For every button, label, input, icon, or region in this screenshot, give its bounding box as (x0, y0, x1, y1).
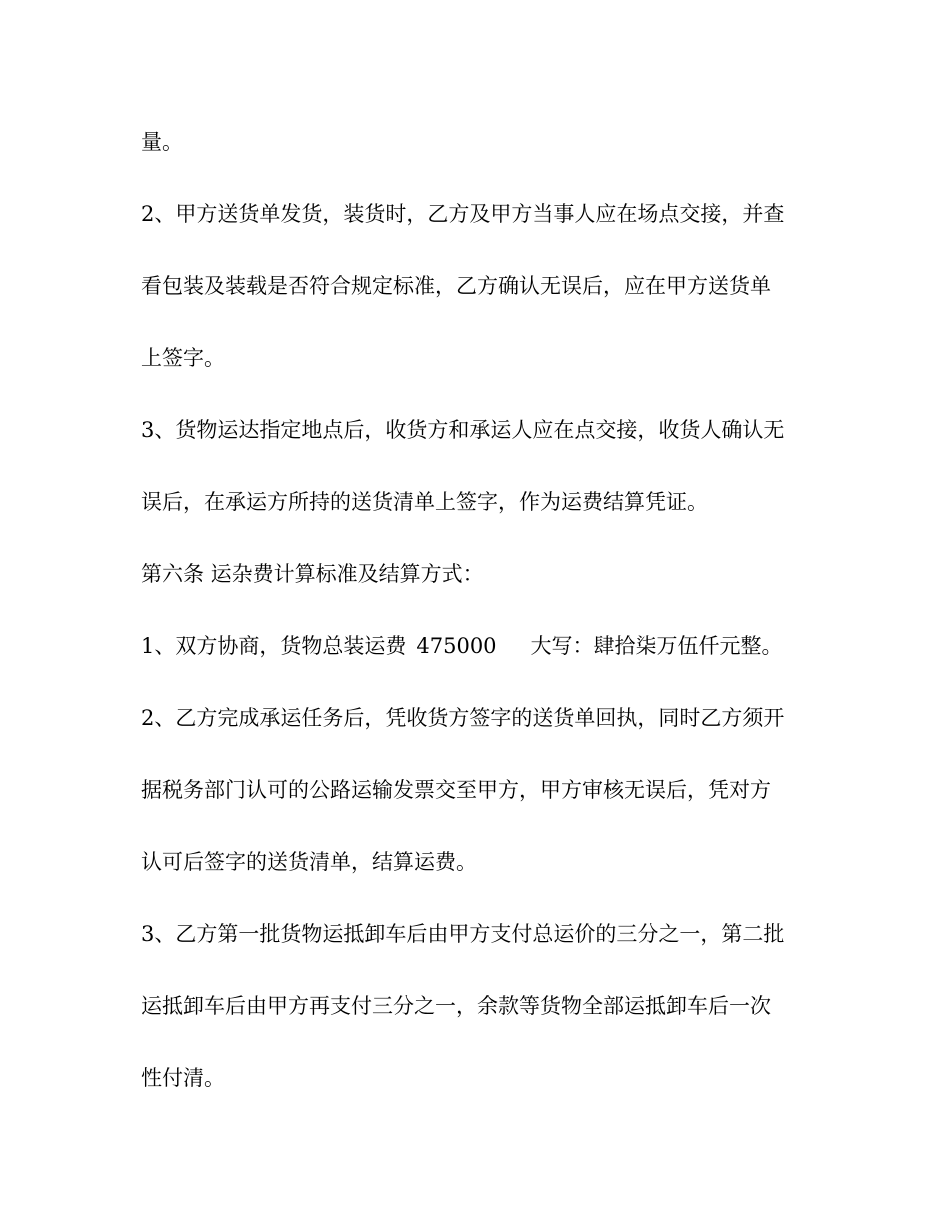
text-line-12: 3、乙方第一批货物运抵卸车后由甲方支付总运价的三分之一，第二批 (141, 922, 785, 946)
fee-amount-capital: 大写：肆拾柒万伍仟元整。 (530, 634, 783, 658)
text-line-2: 2、甲方送货单发货，装货时，乙方及甲方当事人应在场点交接，并查 (141, 202, 785, 226)
text-line-9: 2、乙方完成承运任务后，凭收货方签字的送货单回执，同时乙方须开 (141, 706, 785, 730)
text-line-10: 据税务部门认可的公路运输发票交至甲方，甲方审核无误后，凭对方 (141, 778, 771, 802)
fee-line-prefix: 1、双方协商，货物总装运费 (141, 634, 407, 658)
text-line-13: 运抵卸车后由甲方再支付三分之一，余款等货物全部运抵卸车后一次 (141, 994, 771, 1018)
fee-amount: 475000 (416, 634, 497, 658)
text-line-14: 性付清。 (141, 1066, 225, 1090)
text-line-1: 量。 (141, 130, 183, 154)
text-line-6: 误后，在承运方所持的送货清单上签字，作为运费结算凭证。 (141, 490, 708, 514)
text-line-4: 上签字。 (141, 346, 225, 370)
fee-line (141, 631, 821, 661)
section-heading-article-6: 第六条 运杂费计算标准及结算方式： (141, 562, 484, 586)
text-line-5: 3、货物运达指定地点后，收货方和承运人应在点交接，收货人确认无 (141, 418, 785, 442)
text-line-3: 看包装及装载是否符合规定标准，乙方确认无误后，应在甲方送货单 (141, 274, 771, 298)
text-line-11: 认可后签字的送货清单，结算运费。 (141, 850, 477, 874)
